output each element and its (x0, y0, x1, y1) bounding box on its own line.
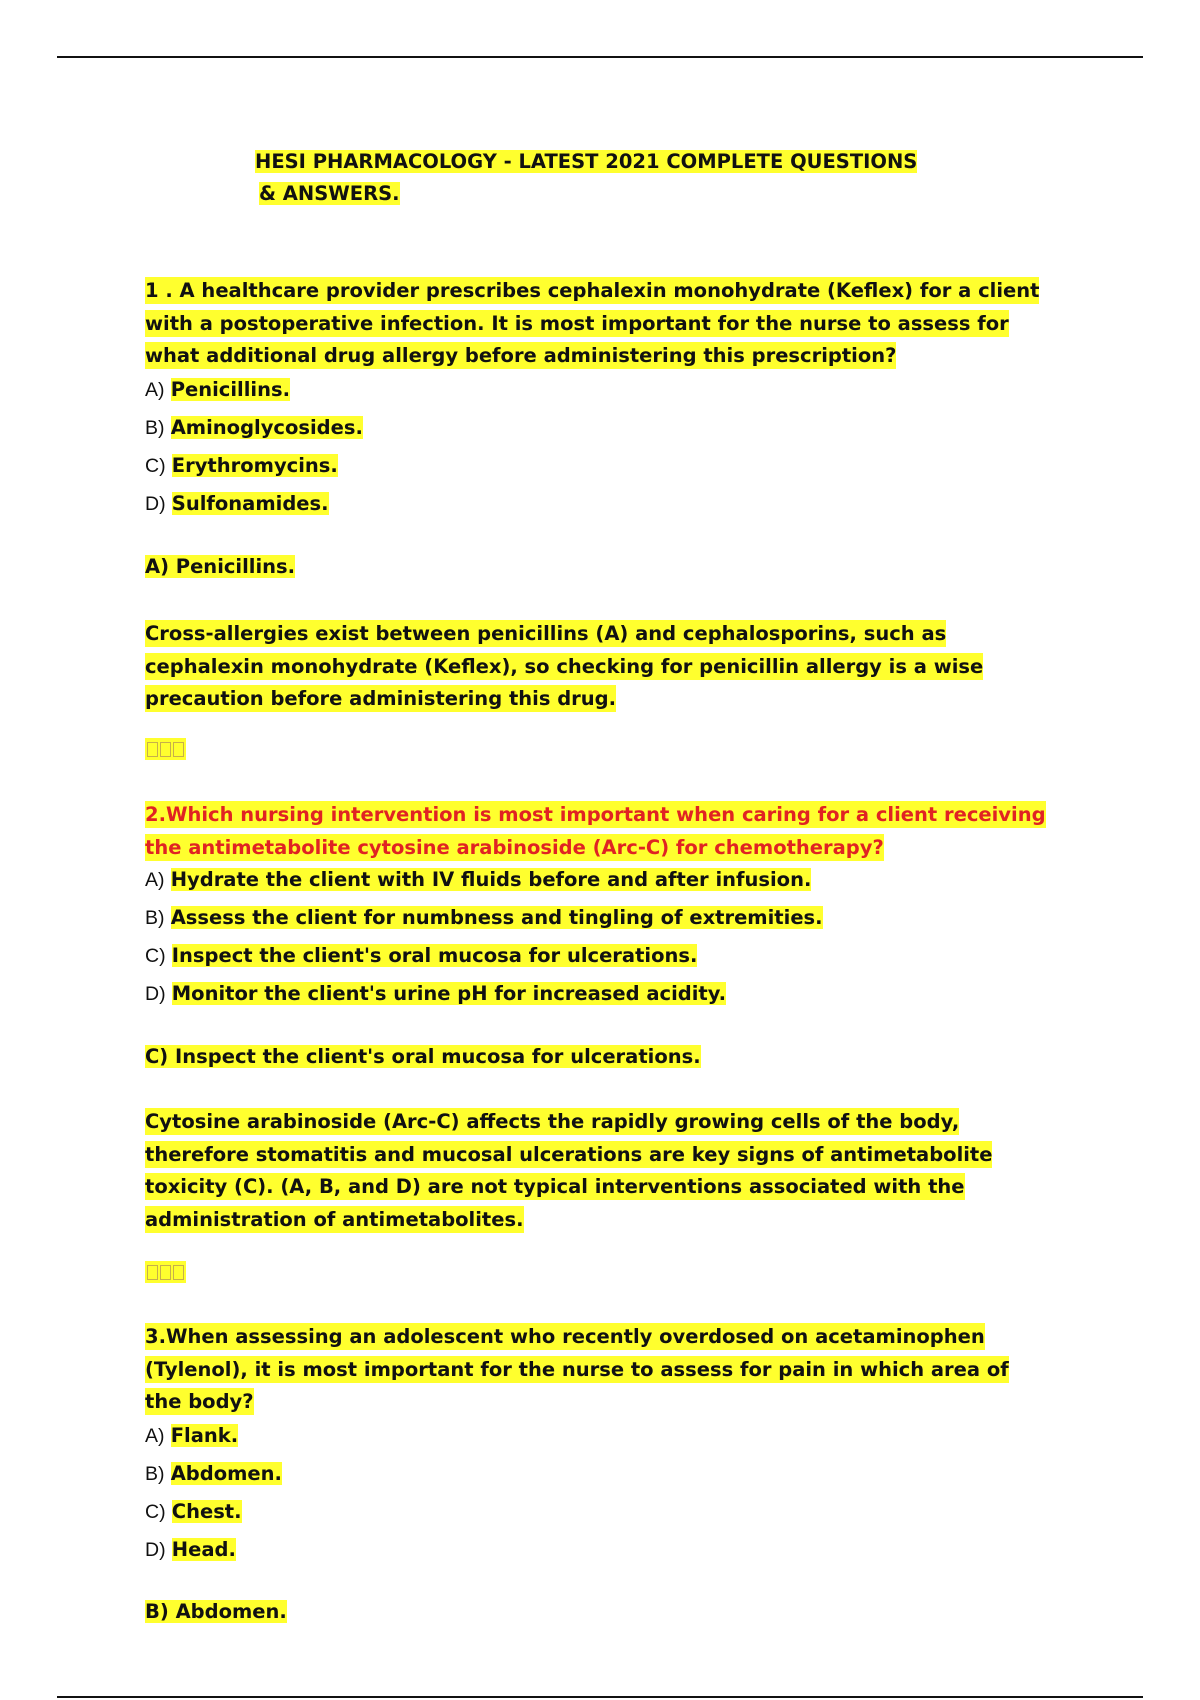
option-c (145, 1493, 1065, 1531)
rationale-line: Cytosine arabinoside (Arc-C) affects the rapidly growing cells of the body, (145, 1110, 960, 1133)
option-letter: B) (145, 907, 165, 929)
question-3-line: the body? (145, 1390, 254, 1413)
question-1-line: with a postoperative infection. It is most important for the nurse to assess for (145, 311, 1009, 335)
option-b (145, 409, 1065, 447)
question-3-answer (145, 1596, 1065, 1628)
question-3-line: 3.When assessing an adolescent who recently overdosed on acetaminophen (145, 1325, 985, 1348)
rationale-line: cephalexin monohydrate (Keflex), so checking for penicillin allergy is a wise (145, 654, 984, 678)
option-b (145, 899, 1065, 937)
missing-glyph-box-icon (145, 738, 186, 760)
option-text: Erythromycins. (171, 454, 338, 477)
option-letter: B) (145, 1463, 165, 1485)
option-text: Aminoglycosides. (170, 416, 363, 439)
option-text: Inspect the client's oral mucosa for ulcerations. (171, 944, 698, 967)
question-1-line: 1 . A healthcare provider prescribes cephalexin monohydrate (Keflex) for a client (145, 279, 1040, 302)
option-text: Monitor the client's urine pH for increased acidity. (171, 982, 727, 1005)
option-a (145, 371, 1065, 409)
question-3-line: (Tylenol), it is most important for the nurse to assess for pain in which area of (145, 1357, 1009, 1381)
option-letter: A) (145, 379, 165, 401)
option-d (145, 975, 1065, 1013)
answer-text: C) Inspect the client's oral mucosa for ulcerations. (145, 1045, 701, 1068)
option-a (145, 861, 1065, 899)
option-letter: B) (145, 417, 165, 439)
question-1 (145, 275, 1065, 373)
option-letter: A) (145, 869, 165, 891)
option-text: Assess the client for numbness and tingling of extremities. (170, 906, 823, 929)
bottom-rule (57, 1696, 1143, 1698)
option-d (145, 485, 1065, 523)
rationale-line: Cross-allergies exist between penicillins (A) and cephalosporins, such as (145, 622, 947, 645)
question-1-options (145, 371, 1065, 523)
option-letter: D) (145, 1539, 166, 1561)
question-2-line: the antimetabolite cytosine arabinoside (Arc-C) for chemotherapy? (145, 835, 884, 859)
title-line-2: & ANSWERS. (259, 182, 400, 205)
option-text: Head. (171, 1538, 236, 1561)
rationale-line: precaution before administering this drug. (145, 687, 617, 710)
question-1-rationale (145, 618, 1065, 716)
option-letter: C) (145, 945, 166, 967)
option-letter: A) (145, 1425, 165, 1447)
option-b (145, 1455, 1065, 1493)
option-text: Abdomen. (170, 1462, 282, 1485)
question-2-answer (145, 1041, 1065, 1073)
question-3 (145, 1321, 1065, 1419)
option-letter: C) (145, 455, 166, 477)
rationale-line: administration of antimetabolites. (145, 1207, 524, 1231)
missing-glyph-box-icon (145, 1261, 186, 1283)
question-1-answer (145, 551, 1065, 583)
answer-text: A) Penicillins. (145, 555, 296, 578)
option-letter: C) (145, 1501, 166, 1523)
question-3-options (145, 1417, 1065, 1569)
question-2-options (145, 861, 1065, 1013)
option-text: Chest. (171, 1500, 242, 1523)
option-letter: D) (145, 983, 166, 1005)
answer-text: B) Abdomen. (145, 1600, 287, 1623)
option-text: Penicillins. (170, 378, 290, 401)
top-rule (57, 56, 1143, 58)
option-text: Flank. (170, 1424, 239, 1447)
rationale-line: therefore stomatitis and mucosal ulcerations are key signs of antimetabolite (145, 1142, 993, 1166)
question-2 (145, 799, 1065, 864)
option-text: Sulfonamides. (171, 492, 329, 515)
page-title (255, 146, 917, 210)
title-line-1: HESI PHARMACOLOGY - LATEST 2021 COMPLETE QUESTIONS (255, 150, 918, 173)
question-2-line: 2.Which nursing intervention is most important when caring for a client receiving (145, 803, 1046, 826)
option-a (145, 1417, 1065, 1455)
question-2-rationale (145, 1106, 1065, 1236)
option-letter: D) (145, 493, 166, 515)
rationale-line: toxicity (C). (A, B, and D) are not typical interventions associated with the (145, 1175, 965, 1198)
option-c (145, 937, 1065, 975)
option-c (145, 447, 1065, 485)
option-d (145, 1531, 1065, 1569)
option-text: Hydrate the client with IV fluids before and after infusion. (170, 868, 812, 891)
question-1-line: what additional drug allergy before administering this prescription? (145, 344, 897, 367)
